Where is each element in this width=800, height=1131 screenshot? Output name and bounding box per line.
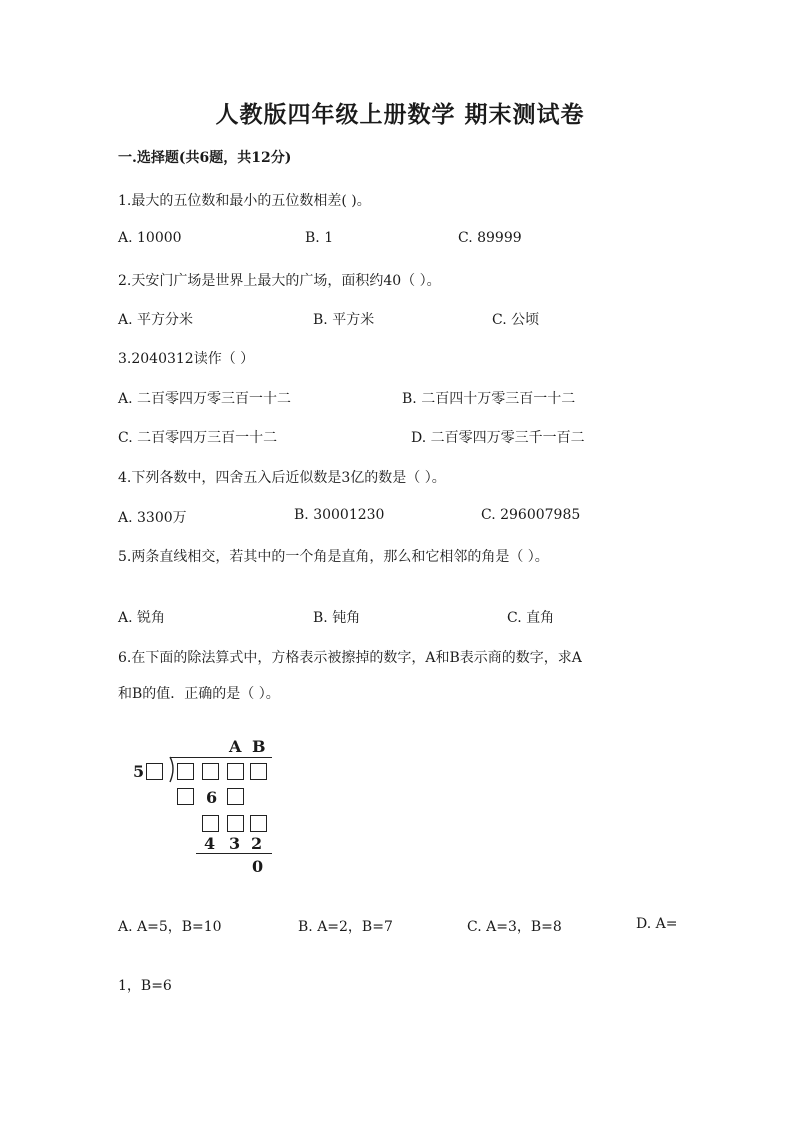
question-1-option-b[interactable]: B. 1 (305, 230, 334, 246)
question-2-option-c[interactable]: C. 公顷 (492, 312, 540, 328)
last-product-digit-1: 4 (204, 834, 216, 853)
page-title: 人教版四年级上册数学 期末测试卷 (215, 101, 585, 128)
remainder-blank-box-1 (202, 815, 219, 832)
divisor-digit: 5 (133, 762, 145, 781)
product-digit: 6 (206, 788, 218, 807)
quotient-digit-b: B (252, 737, 266, 756)
question-4-option-b[interactable]: B. 30001230 (294, 507, 385, 523)
last-product-digit-2: 3 (229, 834, 241, 853)
question-5-stem: 5.两条直线相交，若其中的一个角是直角，那么和它相邻的角是（ ）。 (118, 549, 549, 565)
division-bracket (164, 756, 178, 784)
divisor-blank-box (146, 763, 163, 780)
section-heading: 一.选择题(共6题，共12分) (118, 150, 292, 166)
question-3-option-a[interactable]: A. 二百零四万零三百一十二 (118, 391, 292, 407)
dividend-blank-box-1 (177, 763, 194, 780)
question-6-stem-line1: 6.在下面的除法算式中，方格表示被擦掉的数字，A和B表示商的数字，求A (118, 650, 582, 666)
question-5-option-a[interactable]: A. 锐角 (118, 610, 166, 626)
question-3-stem: 3.2040312读作（ ） (118, 351, 255, 367)
remainder-digit: 0 (252, 857, 264, 876)
question-6-option-d[interactable]: D. A= (636, 916, 678, 932)
question-3-option-d[interactable]: D. 二百零四万零三千一百二 (411, 430, 585, 446)
question-2-option-a[interactable]: A. 平方分米 (118, 312, 194, 328)
last-product-digit-3: 2 (251, 834, 263, 853)
product-blank-box-1 (177, 788, 194, 805)
dividend-blank-box-3 (227, 763, 244, 780)
question-4-option-c[interactable]: C. 296007985 (481, 507, 581, 523)
subtraction-bar (196, 853, 272, 854)
product-blank-box-2 (227, 788, 244, 805)
question-6-option-b[interactable]: B. A=2，B=7 (298, 919, 393, 935)
question-2-stem: 2.天安门广场是世界上最大的广场，面积约40（ ）。 (118, 273, 441, 289)
question-4-stem: 4.下列各数中，四舍五入后近似数是3亿的数是（ ）。 (118, 470, 446, 486)
dividend-blank-box-2 (202, 763, 219, 780)
question-5-option-b[interactable]: B. 钝角 (313, 610, 361, 626)
question-3-option-b[interactable]: B. 二百四十万零三百一十二 (402, 391, 576, 407)
quotient-bar (170, 757, 272, 758)
question-2-option-b[interactable]: B. 平方米 (313, 312, 375, 328)
dividend-blank-box-4 (250, 763, 267, 780)
question-6-option-d-continued[interactable]: 1，B=6 (118, 978, 172, 994)
question-5-option-c[interactable]: C. 直角 (507, 610, 555, 626)
remainder-blank-box-2 (227, 815, 244, 832)
question-1-option-c[interactable]: C. 89999 (458, 230, 522, 246)
question-3-option-c[interactable]: C. 二百零四万三百一十二 (118, 430, 278, 446)
question-6-stem-line2: 和B的值．正确的是（ ）。 (118, 686, 280, 702)
quotient-digit-a: A (229, 737, 242, 756)
question-1-option-a[interactable]: A. 10000 (118, 230, 182, 246)
question-6-option-c[interactable]: C. A=3，B=8 (467, 919, 562, 935)
question-4-option-a[interactable]: A. 3300万 (118, 510, 187, 526)
question-6-option-a[interactable]: A. A=5，B=10 (118, 919, 222, 935)
question-1-stem: 1.最大的五位数和最小的五位数相差( )。 (118, 193, 371, 209)
remainder-blank-box-3 (250, 815, 267, 832)
